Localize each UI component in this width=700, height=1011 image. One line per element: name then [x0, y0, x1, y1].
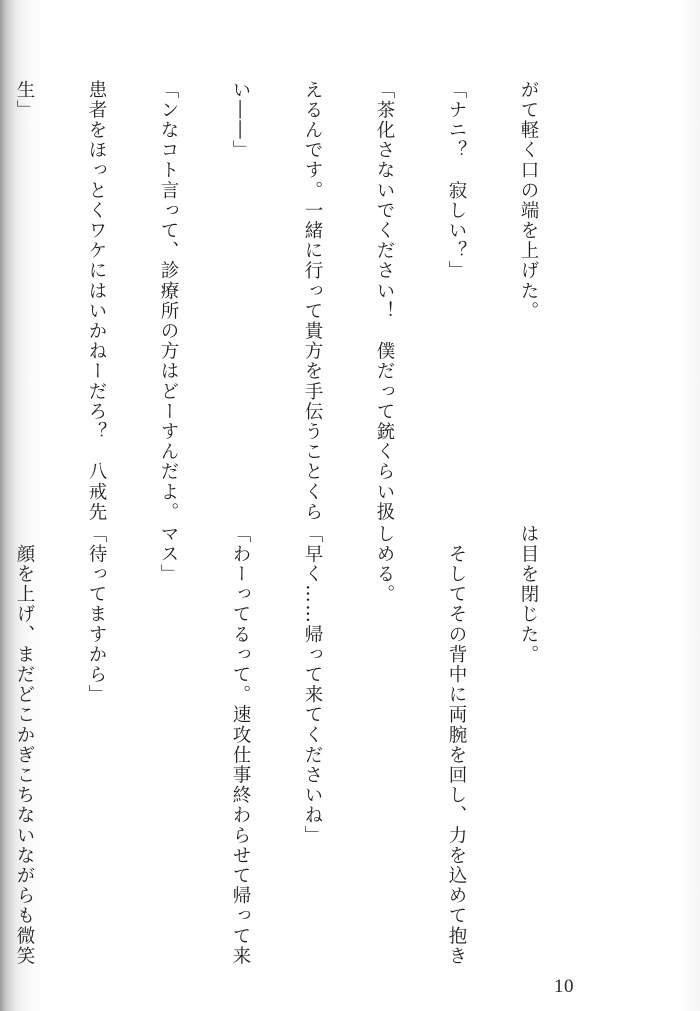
text-line: 「ナニ？ 寂しい？」 [446, 80, 467, 281]
text-line: い――」 [230, 80, 251, 161]
text-line: 「茶化さないでください！ 僕だって銃くらい扱 [374, 80, 395, 523]
text-line: がて軽く口の端を上げた。 [518, 80, 539, 322]
text-line: そしてその背中に両腕を回し、力を込めて抱き [446, 524, 467, 967]
text-line: 「待ってますから」 [86, 524, 107, 705]
text-line: 「ンなコト言って、診療所の方はどーすんだよ。 [158, 80, 179, 523]
text-line: 生」 [14, 80, 35, 121]
text-line: 患者をほっとくワケにはいかねーだろ？ 八戒先 [86, 80, 107, 523]
text-line: マス」 [158, 524, 179, 585]
text-line: しめる。 [374, 524, 395, 605]
text-block-top [14, 80, 588, 523]
text-line: 「早く……帰って来てくださいね」 [302, 524, 323, 846]
page-number: 10 [554, 976, 574, 997]
text-line: 「わーってるって。速攻仕事終わらせて帰って来 [230, 524, 251, 967]
text-line: 顔を上げ、まだどこかぎこちないながらも微笑 [14, 524, 35, 967]
text-line: えるんです。一緒に行って貴方を手伝うことくら [302, 80, 323, 523]
text-block-bottom [14, 524, 588, 967]
text-line: は目を閉じた。 [518, 524, 539, 665]
